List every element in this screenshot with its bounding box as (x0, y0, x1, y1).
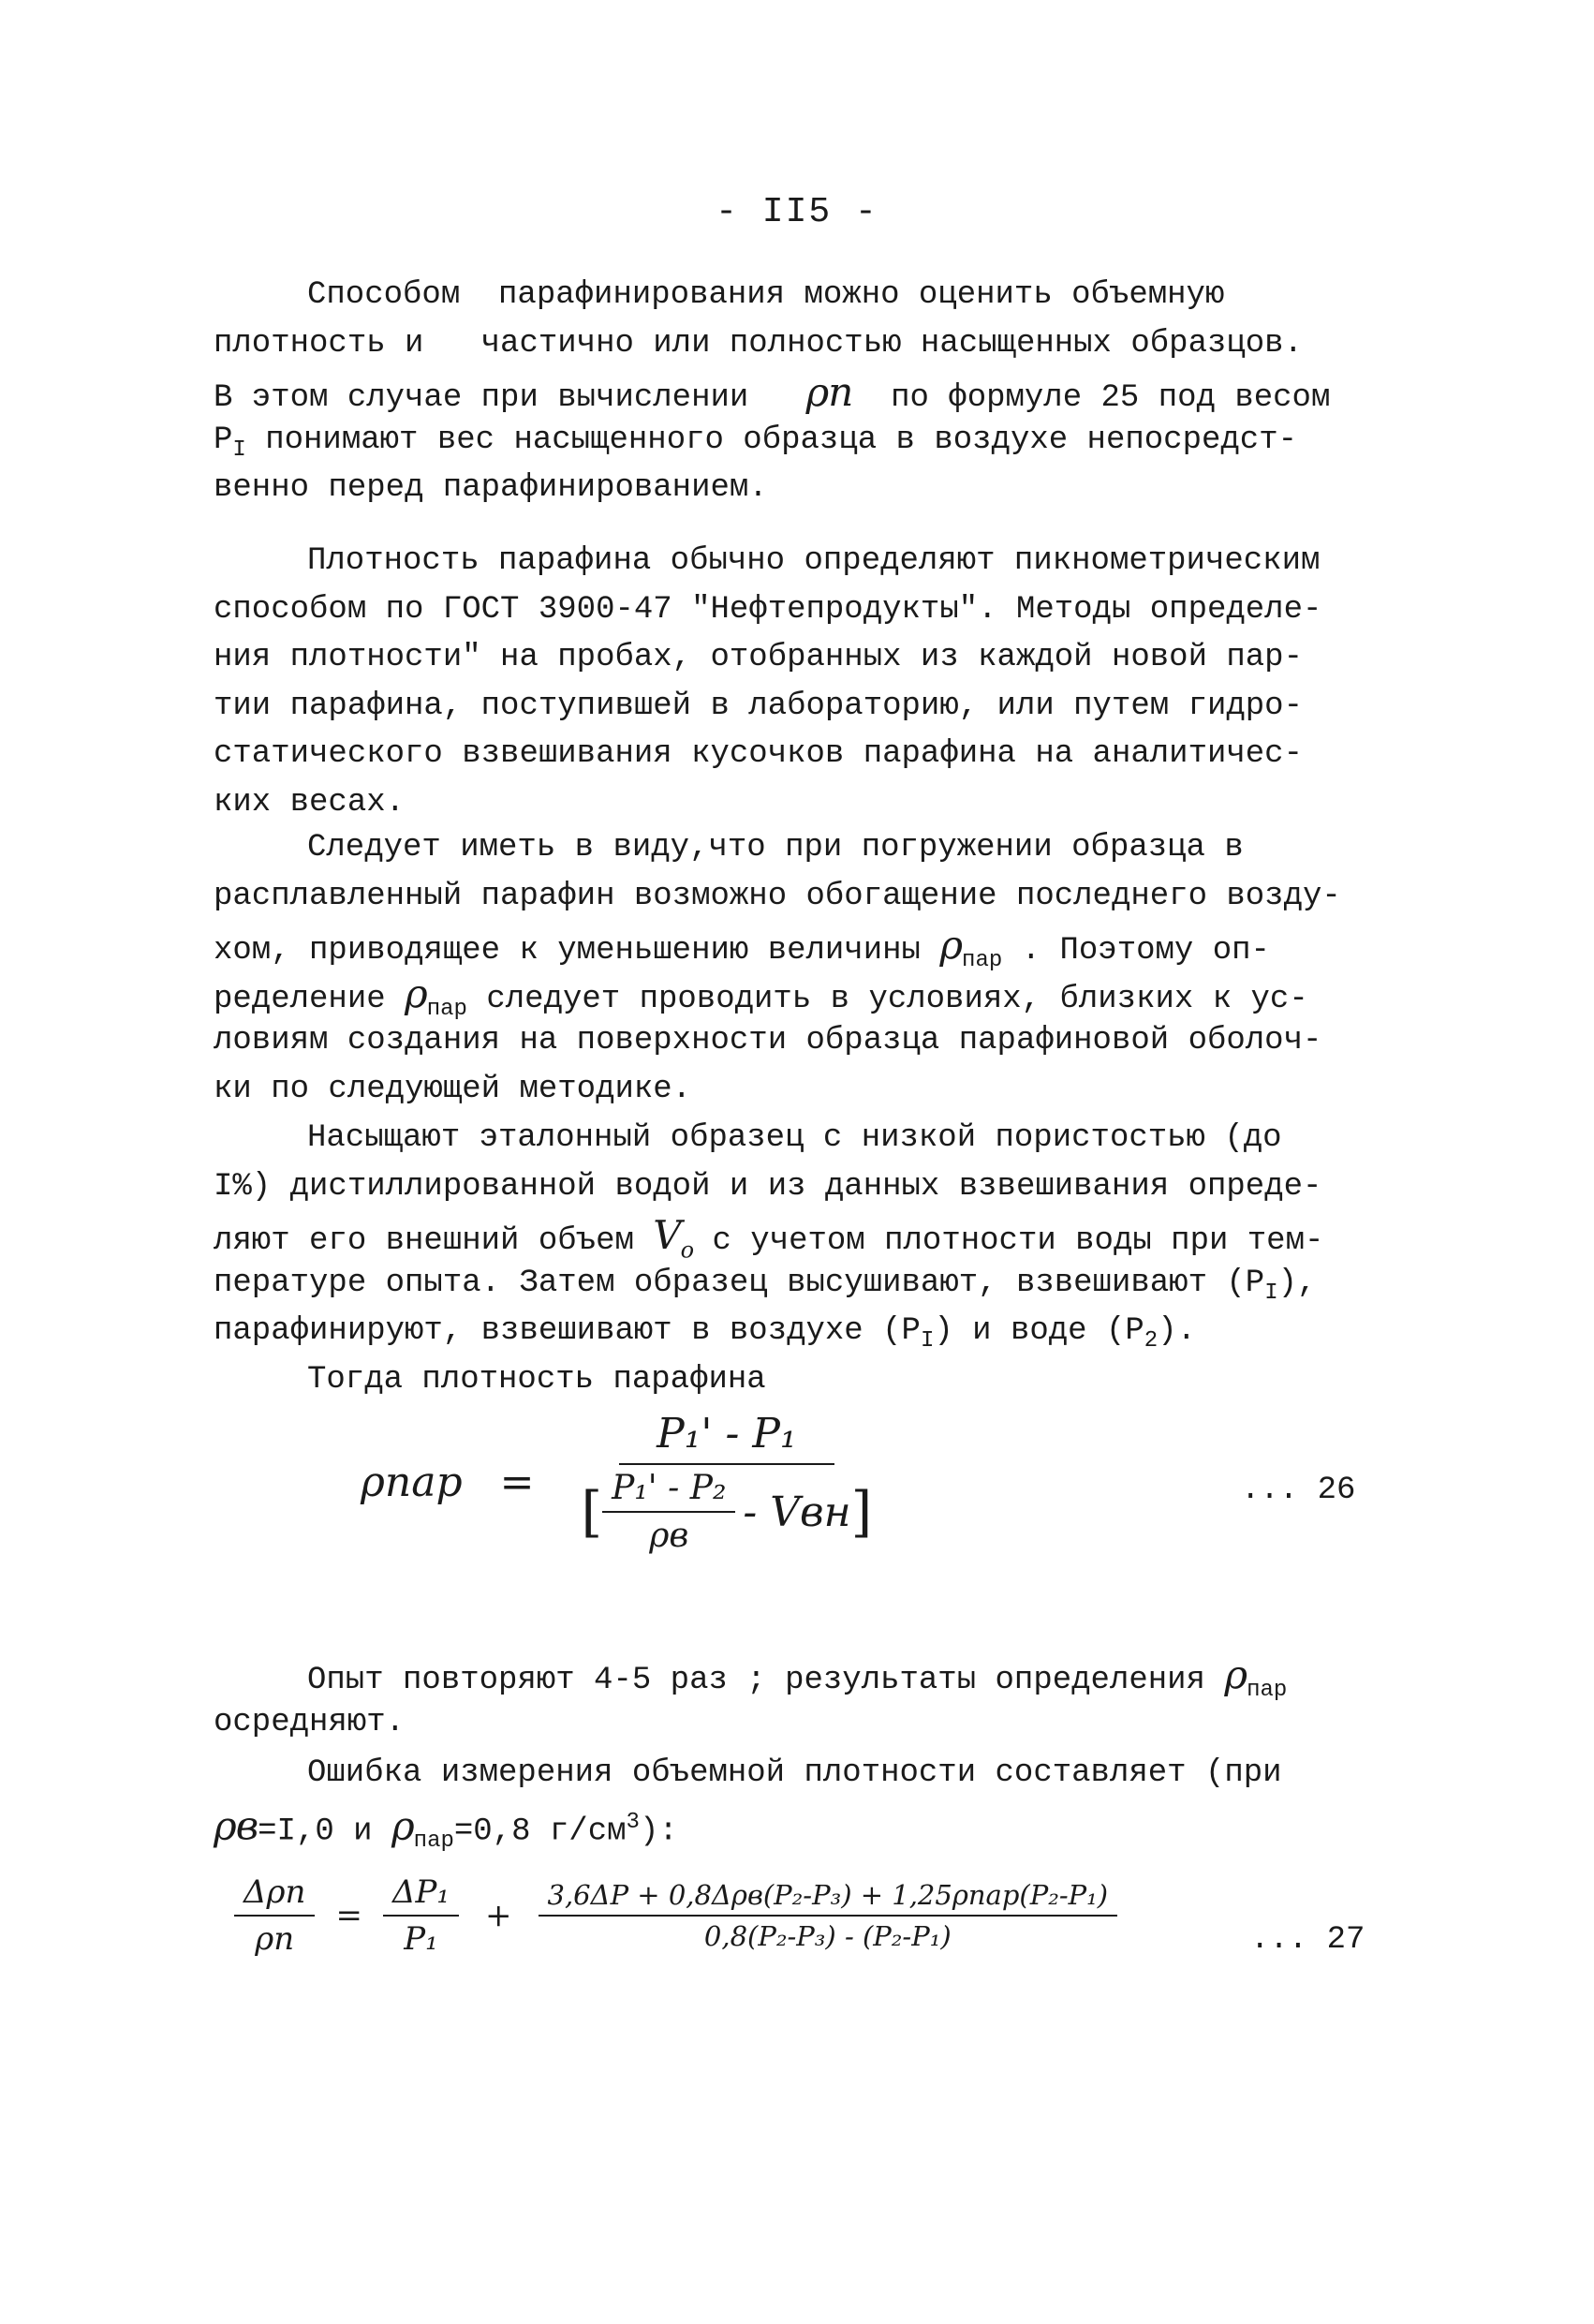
eq26-denominator: [ $\frac{\text{P₁' - P₂}}{\rho в}$ - Vвн ] (581, 1469, 873, 1555)
text-line: I%) дистиллированной водой и из данных взвешивания опреде- (214, 1168, 1322, 1205)
eq27-term-1: $\frac{\text{ΔP₁}}{\text{P₁}}$ (383, 1873, 459, 1958)
text-line: осредняют. (214, 1704, 406, 1740)
eq26-lhs: ρпар (361, 1458, 463, 1506)
text-line: расплавленный парафин возможно обогащение последнего возду- (214, 878, 1341, 914)
paragraph-6 (214, 1750, 1403, 1854)
text-line: Насыщают эталонный образец с низкой пористостью (до (307, 1120, 1282, 1156)
text-line: парафинируют, взвешивают в воздухе $(P_I)$ и воде $(P_2)$. (214, 1313, 1196, 1354)
text-line: способом по ГОСТ 3900-47 "Нефтепродукты". Методы определе- (214, 591, 1322, 628)
text-line: венно перед парафинированием. (214, 470, 768, 506)
eq26-fraction (571, 1410, 881, 1555)
text-line: ределение $\rho_{пар}$ следует проводить в условиях, близких к ус- (214, 970, 1308, 1022)
text-line: статического взвешивания кусочков парафина на аналитичес- (214, 736, 1303, 772)
text-line: ки по следующей методике. (214, 1071, 692, 1107)
equation-number-27: ... 27 (1250, 1922, 1365, 1958)
text-line: ловиям создания на поверхности образца парафиновой оболоч- (214, 1023, 1322, 1058)
text-line: Ошибка измерения объемной плотности составляет (при (307, 1755, 1282, 1791)
text-line: хом, приводящее к уменьшению величины $\rho_{пар}$ . Поэтому оп- (214, 922, 1270, 973)
text-line: ких весах. (214, 784, 406, 821)
rho-symbol: ρ (391, 1801, 414, 1848)
text-line: Способом парафинирования можно оценить объемную (307, 277, 1225, 313)
equation-number-26: ... 26 (1241, 1473, 1356, 1508)
text-line: ρв=I,0 и $\rho_{пар}=0,8$ $г/см^3$): (214, 1801, 678, 1854)
text-line: ляют его внешний объем $V_o$ с учетом плотности воды при тем- (214, 1212, 1324, 1264)
paragraph-1 (214, 272, 1403, 513)
text-line: Плотность парафина обычно определяют пикнометрическим (307, 543, 1321, 579)
text-line: Следует иметь в виду,что при погружении образца в (307, 830, 1244, 866)
eq27-term-2: $\frac{\text{3,6ΔP + 0,8Δρв(P₂-P₃) + 1,25ρпар(P₂-P₁)}}{\text{0,8(P₂-P₃) - (P₂-P₁)}}$ (539, 1879, 1118, 1952)
rho-p-symbol: ρп (805, 369, 853, 415)
text-line: $P_I$ понимают вес насыщенного образца в воздухе непосредст- (214, 422, 1297, 463)
rho-v-symbol: ρв (214, 1801, 258, 1848)
eq26-numerator: P₁' - P₁ (619, 1410, 834, 1465)
eq27-lhs: $\frac{\text{Δρп}}{\rho п}$ (234, 1873, 315, 1958)
equation-27: $\frac{\text{Δρп}}{\rho п}$ = $\frac{\text{ΔP₁}}{\text{P₁}}$ + $\frac{\text{3,6ΔP + 0,8Δρв(P₂-P₃) + 1,25ρпар(P₂-P₁)}}{\text{0,8(P₂-P₃) - (P₂-P₁)}}$ (234, 1873, 1117, 1958)
paragraph-5 (214, 1650, 1403, 1747)
text-line: плотность и частично или полностью насыщенных образцов. (214, 325, 1303, 362)
text-line: Опыт повторяют 4-5 раз ; результаты определения $\rho_{пар}$ (307, 1651, 1288, 1703)
rho-symbol: ρ (1224, 1651, 1247, 1697)
text-line: Тогда плотность парафина (307, 1361, 766, 1398)
text-line: ния плотности" на пробах, отобранных из каждой новой пар- (214, 640, 1303, 675)
text-line: пературе опыта. Затем образец высушивают, взвешивают $(P_I)$, (214, 1265, 1317, 1306)
paragraph-4 (214, 1115, 1403, 1404)
text-line: В этом случае при вычислении ρп по формуле 25 под весом (214, 369, 1331, 416)
rho-symbol: ρ (939, 922, 963, 968)
rho-symbol: ρ (405, 970, 427, 1016)
paragraph-2 (214, 538, 1403, 827)
equation-26: ρпар = P₁' - P₁ [ $\frac{\text{P₁' - P₂}}{\rho в}$ - Vвн ] (361, 1410, 881, 1555)
paragraph-3 (214, 824, 1403, 1114)
page-number: - II5 - (716, 192, 878, 232)
text-line: тии парафина, поступившей в лабораторию, или путем гидро- (214, 688, 1303, 724)
v0-symbol: $V_o$ (653, 1212, 694, 1264)
